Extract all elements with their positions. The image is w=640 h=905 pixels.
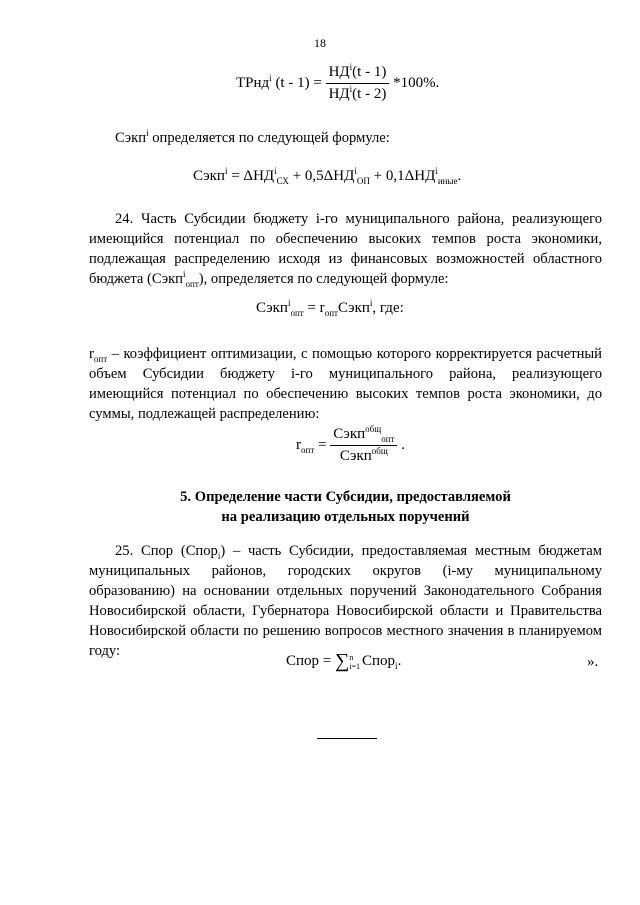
- formula-tr-denominator: $НД^i(t - 2)$: [328, 84, 387, 102]
- formula-sekp-opt: Сэкп$^i_{опт}$ = $r_{опт}Сэкп^i$, где:: [256, 298, 404, 318]
- closing-quote: ».: [587, 654, 599, 670]
- intro-sekp: Сэкп$^i$ определяется по следующей формуле:: [115, 128, 390, 146]
- formula-tr-lhs: ТРнд: [236, 74, 270, 91]
- formula-tr-sup: i: [269, 72, 272, 83]
- paragraph-24: 24. Часть Субсидии бюджету i-го муниципального района, реализующего имеющийся потенциал по обеспечению высоких темпов роста экономики, подлежащая распределению исходя из финансовых возможностей областного бюджета (Сэкп$^i_{опт}$), определяется по следующей формуле:: [89, 211, 602, 289]
- paragraph-25: 25. Спор (Спор$_i$) – часть Субсидии, предоставляемая местным бюджетам муниципальных районов, городских округов (i-му муниципальному образованию) на основании отдельных поручений Законодательного Собрания Новосибирской области, Губернатора Новосибирской области и Правительства Новосибирской области по решению вопросов местного значения в планируемом году:: [89, 543, 602, 659]
- formula-r-fraction: $\frac{Сэкп^{общ}_{опт}}{Сэкп^{общ}}$: [330, 426, 397, 465]
- formula-r-opt: $r_{опт}$ = $\frac{Сэкп^{общ}_{опт}}{Сэкп^{общ}}$ .: [296, 424, 405, 464]
- formula-spor: Спор = ∑ n i=1 Спор$_i$.: [286, 650, 402, 672]
- formula-tr-tail: *100%.: [393, 74, 440, 91]
- heading-line-2: на реализацию отдельных поручений: [221, 509, 470, 525]
- section-heading-5: [89, 487, 602, 527]
- formula-tr-nd: [236, 64, 439, 103]
- formula-tr-numerator: $НД^i(t - 1)$: [326, 64, 390, 84]
- paragraph-r-opt: $r_{опт}$ – коэффициент оптимизации, с помощью которого корректируется расчетный объем Субсидии бюджету i-го муниципального района, реализующего имеющийся потенциал по обеспечению высоких темпов роста экономики, до суммы, подлежащей распределению:: [89, 346, 602, 422]
- separator-line: [317, 738, 377, 739]
- formula-tr-arg: (t - 1) =: [275, 74, 322, 91]
- formula-tr-fraction: [326, 64, 390, 103]
- heading-line-1: 5. Определение части Субсидии, предоставляемой: [180, 489, 511, 505]
- page-number: 18: [314, 36, 326, 50]
- sigma-symbol: ∑: [335, 650, 350, 672]
- formula-sekp: Сэкп$^i$ = $\Delta НД^i_{СХ} + 0,5\Delta НД^i_{ОП} + 0,1\Delta НД^i_{иные}$.: [193, 166, 462, 186]
